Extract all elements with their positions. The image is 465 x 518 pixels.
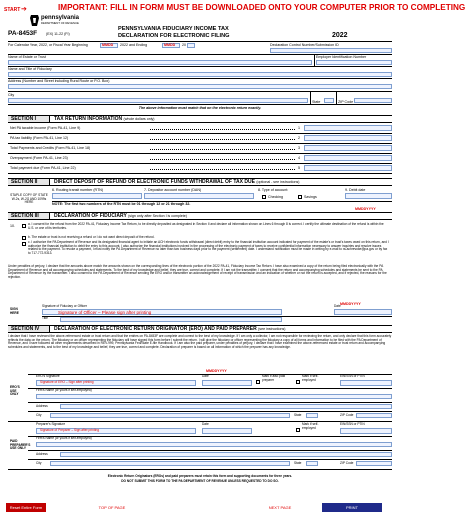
fiscal-end-year: 20 bbox=[182, 43, 186, 47]
prep-state-input[interactable] bbox=[306, 461, 318, 466]
city-input[interactable] bbox=[8, 98, 308, 103]
ero-date-label: Date bbox=[202, 374, 209, 378]
checking-checkbox[interactable] bbox=[262, 195, 266, 199]
section-1-line-input[interactable] bbox=[304, 165, 392, 171]
download-warning: IMPORTANT: FILL IN FORM MUST BE DOWNLOADED ONTO YOUR COMPUTER PRIOR TO COMPLETING bbox=[58, 3, 465, 12]
section-1-leader-dots bbox=[150, 149, 295, 150]
savings-checkbox[interactable] bbox=[298, 195, 302, 199]
logo-dept: DEPARTMENT OF REVENUE bbox=[41, 21, 79, 25]
start-label: START bbox=[4, 7, 21, 13]
section-1-line-label: PA tax liability (Form PA-41, Line 12) bbox=[10, 136, 69, 140]
section-3-note: (sign only after Section I is complete) bbox=[128, 214, 188, 218]
zip-input[interactable] bbox=[354, 98, 392, 103]
checking-label: Checking bbox=[268, 195, 283, 199]
section-1-line-rule bbox=[8, 163, 392, 164]
item-10-label: 10. bbox=[10, 224, 15, 228]
prep-date-input[interactable] bbox=[202, 428, 252, 434]
ero-address-input[interactable] bbox=[60, 404, 392, 409]
consent-a-text: a. I consent for the refund from the 2022 PA-41, Fiduciary Income Tax Return, to be directly deposited as designated in Section II and declare all information shown on Lines 6 through 8 is correct. I certify the ultimate destination of the refund is within the U.S. or one of its territories. bbox=[28, 222, 384, 230]
section-1-leader-dots bbox=[150, 159, 295, 160]
sign-here-label: SIGN HERE bbox=[10, 307, 19, 315]
address-label: Address (Number and Street including Rural Route or P.O. Box) bbox=[8, 79, 110, 83]
section-1-line-label: Total Payments and Credits (Form PA-41, Line 18) bbox=[10, 146, 91, 150]
section-4-header bbox=[8, 325, 392, 333]
print-button[interactable]: PRINT bbox=[322, 503, 382, 512]
prep-sig-label: Preparer's Signature bbox=[36, 422, 66, 426]
section-1-line-number: 5 bbox=[298, 166, 300, 170]
fiscal-end-placeholder: MMDD bbox=[164, 43, 176, 47]
form-version: (EX) 11-22 (FI) bbox=[46, 31, 70, 36]
dan-label: 7. Depositor account number (DAN) bbox=[144, 188, 202, 192]
ero-zip-label: ZIP Code bbox=[340, 413, 354, 417]
fiduciary-sig-placeholder: Signature of Officer – Please sign after printing bbox=[58, 310, 152, 315]
form-id: PA-8453F bbox=[8, 30, 38, 37]
keystone-icon bbox=[30, 15, 39, 26]
section-4-title-text: DECLARATION OF ELECTRONIC RETURN ORIGINATOR (ERO) AND PAID PREPARER bbox=[54, 326, 257, 332]
prep-address-input[interactable] bbox=[60, 452, 392, 457]
rtn-input[interactable] bbox=[52, 193, 142, 199]
prep-firm-input[interactable] bbox=[36, 442, 392, 447]
section-3-header bbox=[8, 212, 392, 220]
section-1-note: (whole dollars only) bbox=[123, 117, 155, 121]
fiduciary-title-label: Title bbox=[42, 316, 48, 320]
prep-city-label: City bbox=[36, 461, 42, 465]
ero-also-paid-checkbox[interactable] bbox=[256, 380, 260, 384]
prep-state-label: State bbox=[294, 461, 302, 465]
prep-firm-label: Firm's Name (or yours if self-employed) bbox=[36, 436, 92, 440]
section-3-tag: SECTION III bbox=[8, 213, 50, 219]
section-1-title bbox=[54, 116, 155, 123]
ero-address-label: Address bbox=[36, 404, 48, 408]
tax-year: 2022 bbox=[332, 32, 348, 39]
consent-b-checkbox[interactable] bbox=[22, 236, 26, 240]
logo-state: pennsylvania bbox=[41, 15, 80, 21]
address-input[interactable] bbox=[8, 84, 392, 89]
section-1-line-number: 1 bbox=[298, 126, 300, 130]
fiduciary-input[interactable] bbox=[8, 72, 392, 77]
section-1-header bbox=[8, 115, 392, 123]
section-1-line-input[interactable] bbox=[304, 125, 392, 131]
ero-zip-input[interactable] bbox=[356, 413, 392, 418]
prep-self-employed-label: Mark if self-employed bbox=[302, 422, 319, 430]
rtn-label: 6. Routing transit number (RTN) bbox=[52, 188, 104, 192]
ero-city-input[interactable] bbox=[50, 413, 290, 418]
debit-date-input[interactable] bbox=[345, 193, 392, 199]
section-1-line-input[interactable] bbox=[304, 155, 392, 161]
ero-ein-input[interactable] bbox=[340, 380, 392, 386]
section-1-line-rule bbox=[8, 133, 392, 134]
section-1-tag: SECTION I bbox=[8, 116, 50, 122]
estate-name-label: Name of Estate or Trust bbox=[8, 55, 46, 59]
staple-note: STAPLE COPY OF STATE W-2s, W-2G AND 1099s HERE bbox=[10, 193, 48, 205]
section-1-leader-dots bbox=[150, 169, 295, 170]
section-1-line-label: Net PA taxable income (Form PA-41, Line 9) bbox=[10, 126, 81, 130]
fiduciary-sig-label: Signature of Fiduciary or Officer bbox=[42, 304, 87, 308]
dan-input[interactable] bbox=[144, 193, 254, 199]
ero-self-employed-label: Mark if self-employed bbox=[302, 374, 319, 382]
ero-firm-label: Firm's Name (or yours if self-employed) bbox=[36, 388, 92, 392]
ero-sig-label: ERO's Signature bbox=[36, 374, 60, 378]
ero-also-paid-label: Mark if also paid preparer bbox=[262, 374, 286, 382]
section-1-line-input[interactable] bbox=[304, 135, 392, 141]
prep-zip-label: ZIP Code bbox=[340, 461, 354, 465]
ero-self-employed-checkbox[interactable] bbox=[296, 380, 300, 384]
section-1-line-rule bbox=[8, 143, 392, 144]
ero-date-placeholder: MMDDYYYY bbox=[206, 369, 227, 373]
form-title-1: PENNSYLVANIA FIDUCIARY INCOME TAX bbox=[118, 26, 229, 32]
section-2-title bbox=[54, 179, 299, 186]
section-2-title-text: DIRECT DEPOSIT OF REFUND OR ELECTRONIC FUNDS WITHDRAWAL OF TAX DUE bbox=[54, 179, 255, 185]
period-label: For Calendar Year, 2022, or Fiscal Year Beginning bbox=[8, 43, 88, 47]
ero-ein-label: EIN/SSN or PTIN bbox=[340, 374, 365, 378]
section-1-line-number: 3 bbox=[298, 146, 300, 150]
form-title-2: DECLARATION FOR ELECTRONIC FILING bbox=[118, 33, 230, 39]
section-2-note: (optional - see instructions) bbox=[256, 180, 300, 184]
section-2-tag: SECTION II bbox=[8, 179, 50, 185]
ero-sig-placeholder: Signature of ERO – Sign after printing bbox=[40, 380, 94, 384]
prep-city-input[interactable] bbox=[50, 461, 290, 466]
pa-logo bbox=[30, 15, 100, 27]
period-mid-label: 2022 and Ending bbox=[120, 43, 148, 47]
ein-label: Employer Identification Number bbox=[316, 55, 367, 59]
ero-date-input[interactable] bbox=[202, 380, 252, 386]
prep-zip-input[interactable] bbox=[356, 461, 392, 466]
section-1-leader-dots bbox=[150, 139, 295, 140]
state-label: State bbox=[312, 100, 321, 104]
section-2-header bbox=[8, 178, 392, 186]
consent-c-text: c. I authorize the PA Department of Revenue and its designated financial agent to initiate an ACH electronic funds withdrawal (direct debit) entry to the financial institution account indicated for payment of the estate's or trust's taxes owed on this return, and I authorize the financial institution to debit the entry to this account. I also authorize the financial institutions involved in the processing of the electronic payment of taxes to receive confidential information necessary to answer inquiries and resolve issues related to the payment. To revoke a payment, I must notify the PA Department of Revenue no later than two business days prior to the payment (settlement) date. I understand notification must be made in writing by e-mail to ra-achrevoke@pa.gov or by fax to 717-772-9313. bbox=[28, 240, 389, 256]
prep-ein-label: EIN/SSN or PTIN bbox=[340, 422, 365, 426]
fiscal-end-yy-input[interactable] bbox=[187, 43, 195, 48]
fiduciary-date-input[interactable] bbox=[334, 309, 392, 315]
ero-declaration: I declare that I have reviewed the above-referenced estate or trust return and that the entries on PA-8453F are complete and correct to the best of my knowledge. If I am only a collector, I am not responsible for reviewing the return, and only declare that this form accurately reflects the data on the return. The fiduciary or an officer representing the fiduciary will have signed this form before I submit the return. I will give the fiduciary or officer representing the fiduciary a copy of all forms and information to be filed with the PA Department of Revenue, and I have followed all other requirements described in REV-999, Pennsylvania Fed/State E-file Handbook. If I am also the paid preparer, under penalties of perjury, I declare that I have examined the above-referenced estate or trust return and accompanying schedules and statements, and to the best of my knowledge and belief, they are true, correct and complete. Declaration of preparer is based on all information of which the preparer has any knowledge. bbox=[8, 334, 392, 350]
section-1-line-number: 2 bbox=[298, 136, 300, 140]
section-4-note: (see instructions) bbox=[258, 327, 286, 331]
account-type-label: 8. Type of account: bbox=[258, 188, 289, 192]
section-1-leader-dots bbox=[150, 129, 295, 130]
paid-side-label: PAID PREPARER'S USE ONLY bbox=[10, 439, 31, 451]
consent-b-text: b. The estate or trust is not receiving a refund or I do not want direct deposit of the refund. bbox=[28, 235, 155, 239]
do-not-submit-note: DO NOT SUBMIT THIS FORM TO THE PA DEPARTMENT OF REVENUE UNLESS REQUESTED TO DO SO. bbox=[121, 479, 279, 483]
section-1-line-label: Total payment due (Form PA-41, Line 22) bbox=[10, 166, 76, 170]
section-3-title bbox=[54, 213, 187, 220]
start-arrow-icon: ➔ bbox=[21, 6, 27, 13]
ero-city-label: City bbox=[36, 413, 42, 417]
debit-date-placeholder: MMDDYYYY bbox=[355, 207, 376, 211]
match-note: The above information must match that on the electronic return exactly. bbox=[138, 106, 262, 110]
ein-input[interactable] bbox=[316, 60, 392, 65]
fiduciary-date-placeholder: MMDDYYYY bbox=[340, 302, 361, 306]
perjury-statement: Under penalties of perjury, I declare that the amounts above match the amounts shown on the corresponding lines of the electronic portion of the 2022 PA-41, Fiduciary Income Tax Return. I have also examined a copy of the return being filed electronically with the PA Department of Revenue and all accompanying schedules and statements. To the best of my knowledge and belief, they are true, correct and complete. If I am not the transmitter, I consent that the return and accompanying schedules and statements be sent to the PA Department of Revenue by the transmitter. I also consent to the PA Department of Revenue sending the ERO and/or transmitter an acknowledgement of receipt of transmission and an indication of whether or not the return is accepted, and if rejected, the reasons for the rejection. bbox=[8, 264, 387, 280]
prep-ein-input[interactable] bbox=[340, 428, 392, 434]
debit-date-label: 9. Debit date bbox=[345, 188, 366, 192]
consent-a-checkbox[interactable] bbox=[22, 224, 26, 228]
retention-note: Electronic Return Originators (EROs) and paid preparers must retain this form and supporting documents for three years. bbox=[107, 474, 293, 478]
section-1-title-text: TAX RETURN INFORMATION bbox=[54, 116, 123, 122]
reset-form-button[interactable]: Reset Entire Form bbox=[6, 503, 46, 512]
section-1-line-input[interactable] bbox=[304, 145, 392, 151]
consent-c-checkbox[interactable] bbox=[22, 242, 26, 246]
dcn-label: Declaration Control Number/Submission ID bbox=[270, 43, 339, 47]
ero-state-label: State bbox=[294, 413, 302, 417]
top-of-page-button[interactable]: TOP OF PAGE bbox=[82, 503, 142, 512]
section-1-line-label: Overpayment (Form PA-41, Line 23) bbox=[10, 156, 68, 160]
dcn-input[interactable] bbox=[270, 48, 392, 53]
next-page-button[interactable]: NEXT PAGE bbox=[250, 503, 310, 512]
section-1-line-rule bbox=[8, 173, 392, 174]
estate-name-input[interactable] bbox=[8, 60, 312, 65]
prep-self-employed-checkbox[interactable] bbox=[296, 428, 300, 432]
ero-firm-input[interactable] bbox=[36, 394, 392, 399]
ero-side-label: ERO'S USE ONLY bbox=[10, 385, 20, 397]
fiduciary-date-label: Date bbox=[334, 304, 341, 308]
rtn-note: NOTE: The first two numbers of the RTN must be 01 through 12 or 21 through 32. bbox=[52, 202, 191, 206]
section-4-tag: SECTION IV bbox=[8, 326, 50, 332]
city-label: City bbox=[8, 93, 15, 97]
section-1-line-rule bbox=[8, 153, 392, 154]
ero-state-input[interactable] bbox=[306, 413, 318, 418]
zip-label: ZIP Code bbox=[338, 100, 354, 104]
fiscal-begin-placeholder: MMDD bbox=[102, 43, 114, 47]
section-4-title bbox=[54, 326, 285, 333]
fiduciary-title-input[interactable] bbox=[60, 317, 282, 322]
state-input[interactable] bbox=[324, 98, 334, 103]
prep-sig-placeholder: Signature of Preparer – Sign after printing bbox=[40, 428, 100, 432]
section-1-line-number: 4 bbox=[298, 156, 300, 160]
section-3-title-text: DECLARATION OF FIDUCIARY bbox=[54, 213, 127, 219]
prep-date-label: Date bbox=[202, 422, 209, 426]
fiduciary-label: Name and Title of Fiduciary bbox=[8, 67, 52, 71]
savings-label: Savings bbox=[304, 195, 317, 199]
prep-address-label: Address bbox=[36, 452, 48, 456]
